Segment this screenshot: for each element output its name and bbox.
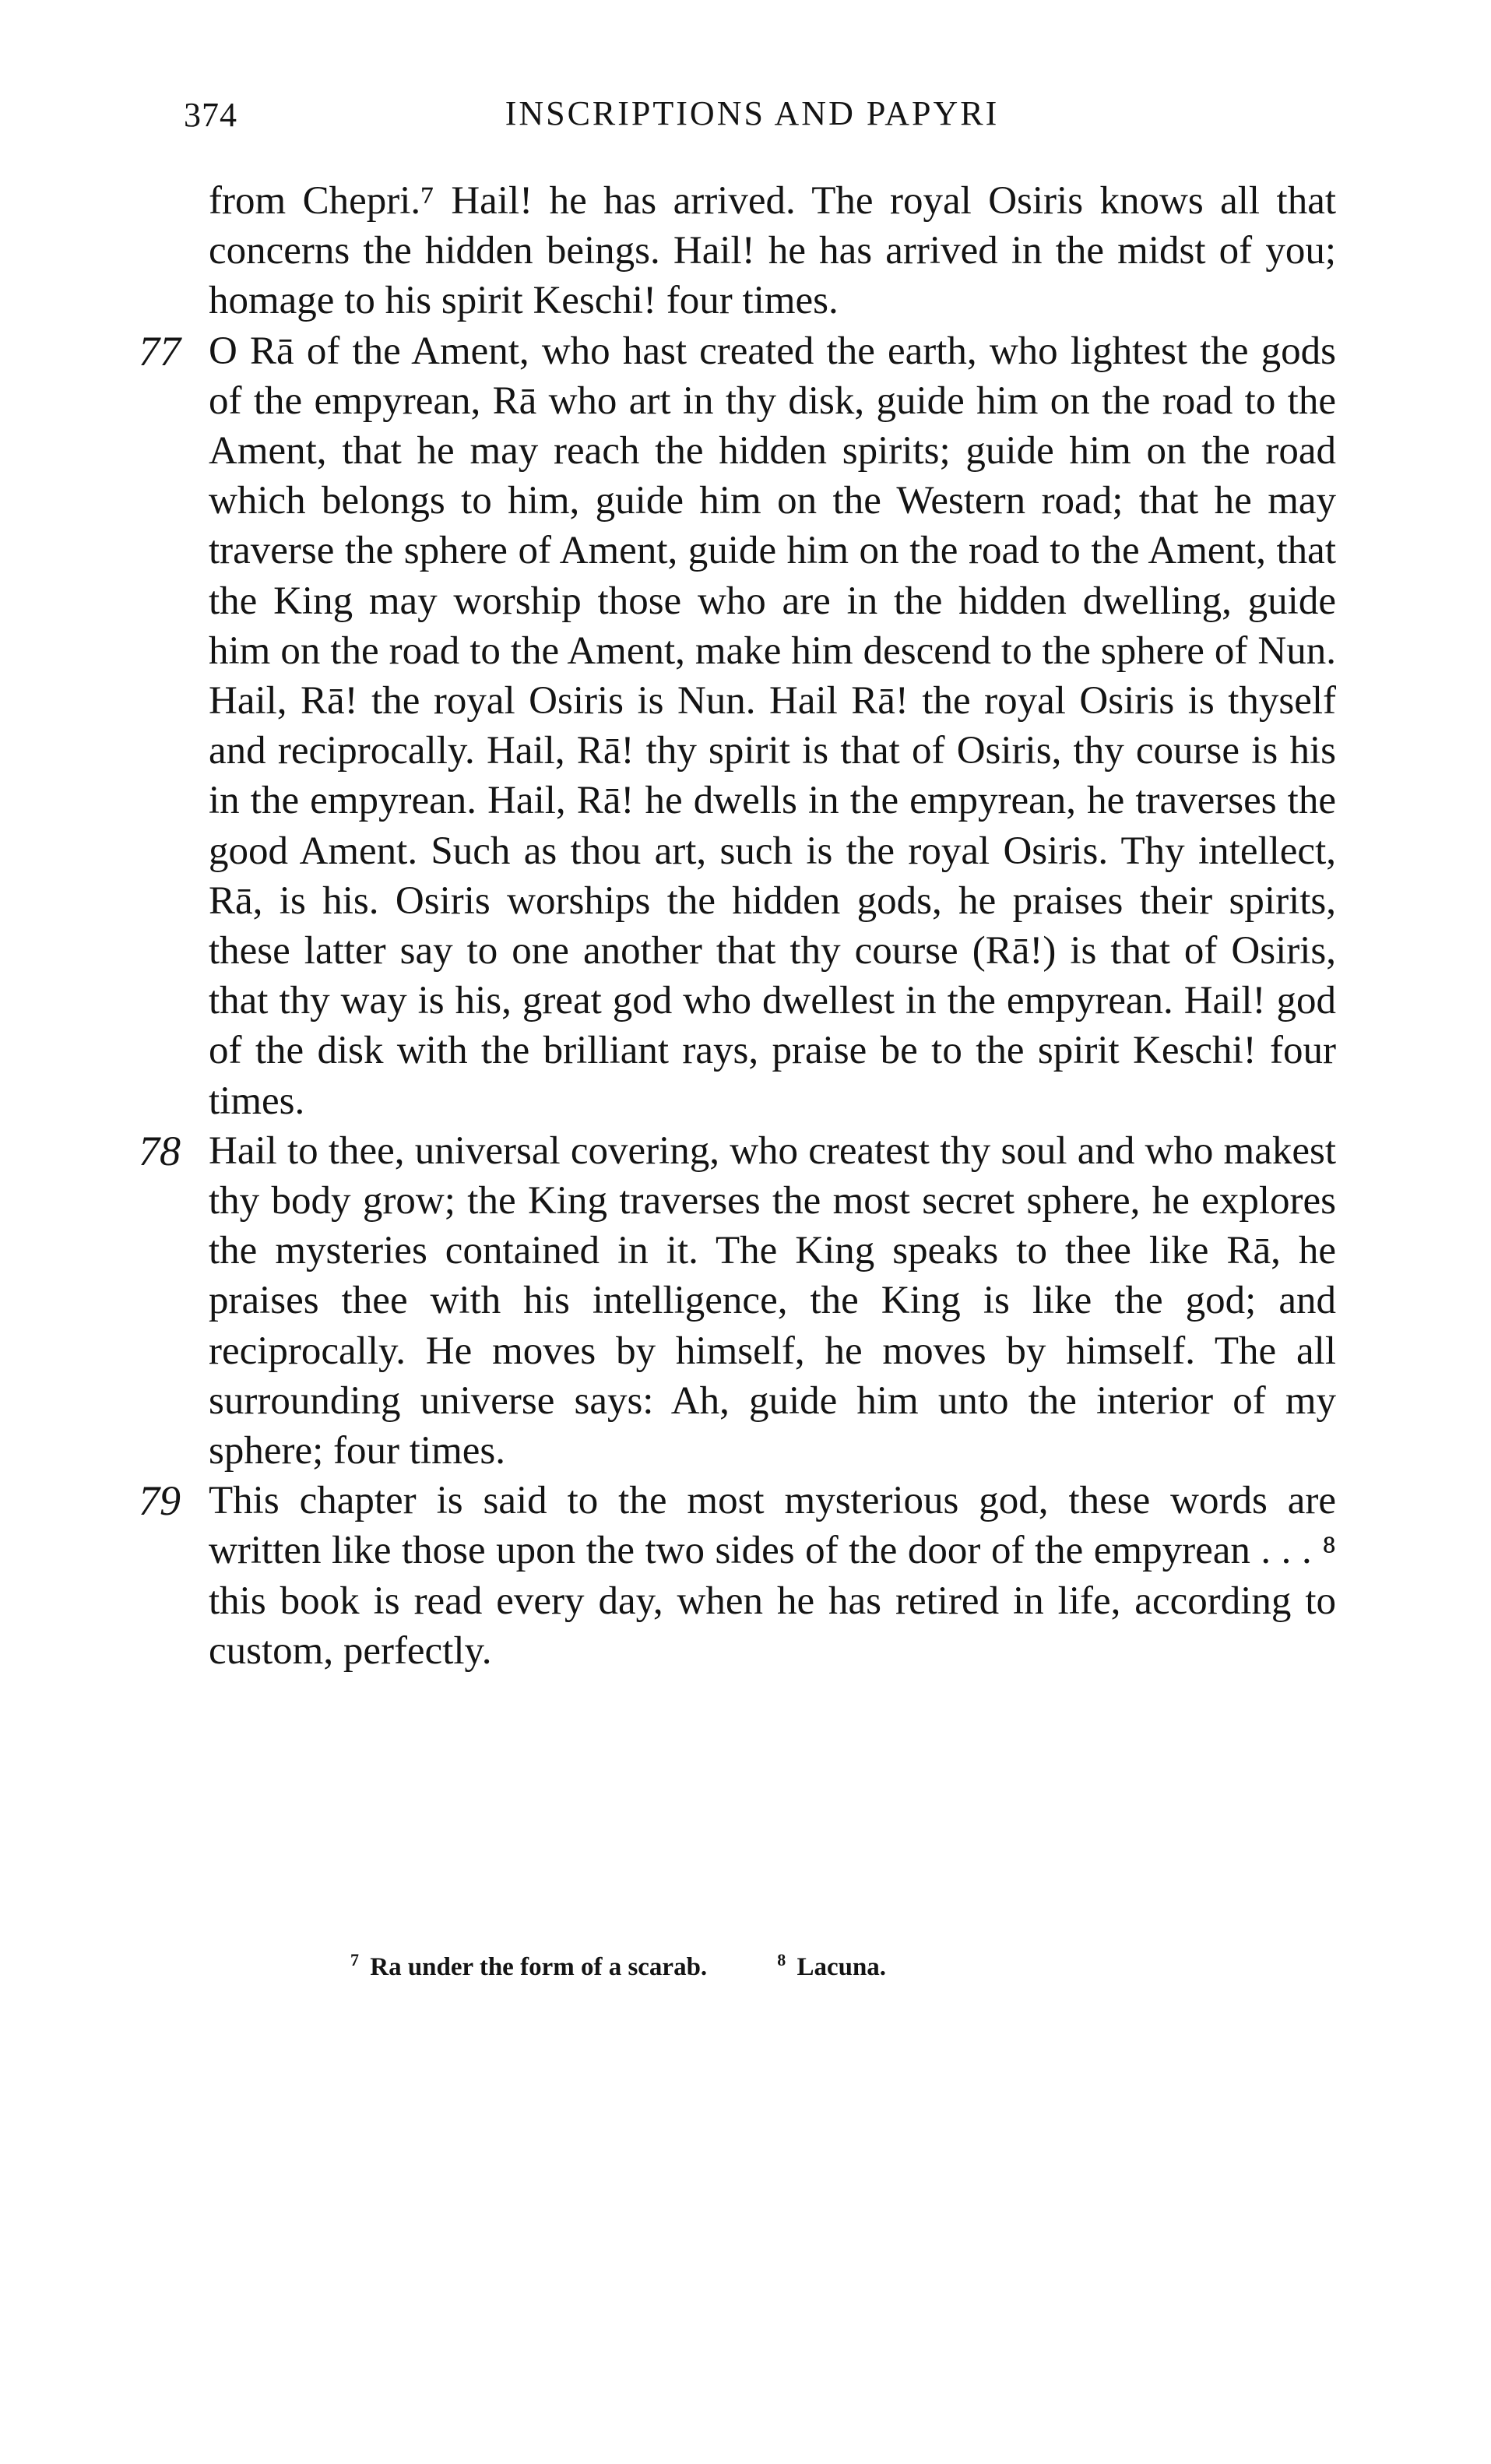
paragraph-text: Hail to thee, universal covering, who createst thy soul and who makest thy body grow; the King traverses the most secret sphere, he explores the mysteries contained in it. The King speaks to thee like Rā, he praises thee with his intelligence, the King is like the god; and reciprocally. He moves by himself, he moves by himself. The all surrounding universe says: Ah, guide him unto the interior of my sphere; four times. bbox=[209, 1128, 1336, 1473]
footnote-7 bbox=[350, 1950, 707, 1982]
paragraph-text: O Rā of the Ament, who hast created the earth, who lightest the gods of the empyrean, Rā who art in thy disk, guide him on the road to the Ament, that he may reach the hidden spirits; guide him on the road which belongs to him, guide him on the Western road; that he may traverse the sphere of Ament, guide him on the road to the Ament, that the King may worship those who are in the hidden dwelling, guide him on the road to the Ament, make him descend to the sphere of Nun. Hail, Rā! the royal Osiris is Nun. Hail Rā! the royal Osiris is thyself and reciprocally. Hail, Rā! thy spirit is that of Osiris, thy course is his in the empyrean. Hail, Rā! he dwells in the empyrean, he traverses the good Ament. Such as thou art, such is the royal Osiris. Thy intellect, Rā, is his. Osiris worships the hidden gods, he praises their spirits, these latter say to one another that thy course (Rā!) is that of Osiris, that thy way is his, great god who dwellest in the empyrean. Hail! god of the disk with the brilliant rays, praise be to the spirit Keschi! four times. bbox=[209, 329, 1336, 1123]
paragraph bbox=[209, 176, 1336, 326]
verse-number: 79 bbox=[139, 1477, 181, 1525]
running-title: INSCRIPTIONS AND PAPYRI bbox=[505, 94, 1000, 132]
footnote-text: Ra under the form of a scarab. bbox=[370, 1953, 708, 1981]
page-number: 374 bbox=[184, 96, 237, 134]
footnote-mark: 8 bbox=[777, 1950, 786, 1969]
verse-number: 77 bbox=[139, 327, 181, 375]
paragraph-text: from Chepri.⁷ Hail! he has arrived. The royal Osiris knows all that concerns the hidden beings. Hail! he has arrived in the midst of you; homage to his spirit Keschi! four times. bbox=[209, 179, 1336, 323]
paragraph-77 bbox=[139, 326, 1336, 1126]
verse-number: 78 bbox=[139, 1127, 181, 1174]
footnotes bbox=[350, 1950, 1207, 1982]
footnote-mark: 7 bbox=[350, 1950, 359, 1969]
page-header bbox=[184, 84, 1320, 150]
paragraph-text: This chapter is said to the most mysterious god, these words are written like those upon the two sides of the door of the empyrean . . . ⁸ this book is read every day, when he has retired in life, according to custom, perfectly. bbox=[209, 1479, 1336, 1673]
paragraph-79 bbox=[139, 1476, 1336, 1676]
footnote-text: Lacuna. bbox=[796, 1953, 887, 1981]
footnote-8 bbox=[777, 1950, 886, 1982]
paragraph-78 bbox=[139, 1126, 1336, 1476]
main-text bbox=[139, 176, 1336, 1676]
